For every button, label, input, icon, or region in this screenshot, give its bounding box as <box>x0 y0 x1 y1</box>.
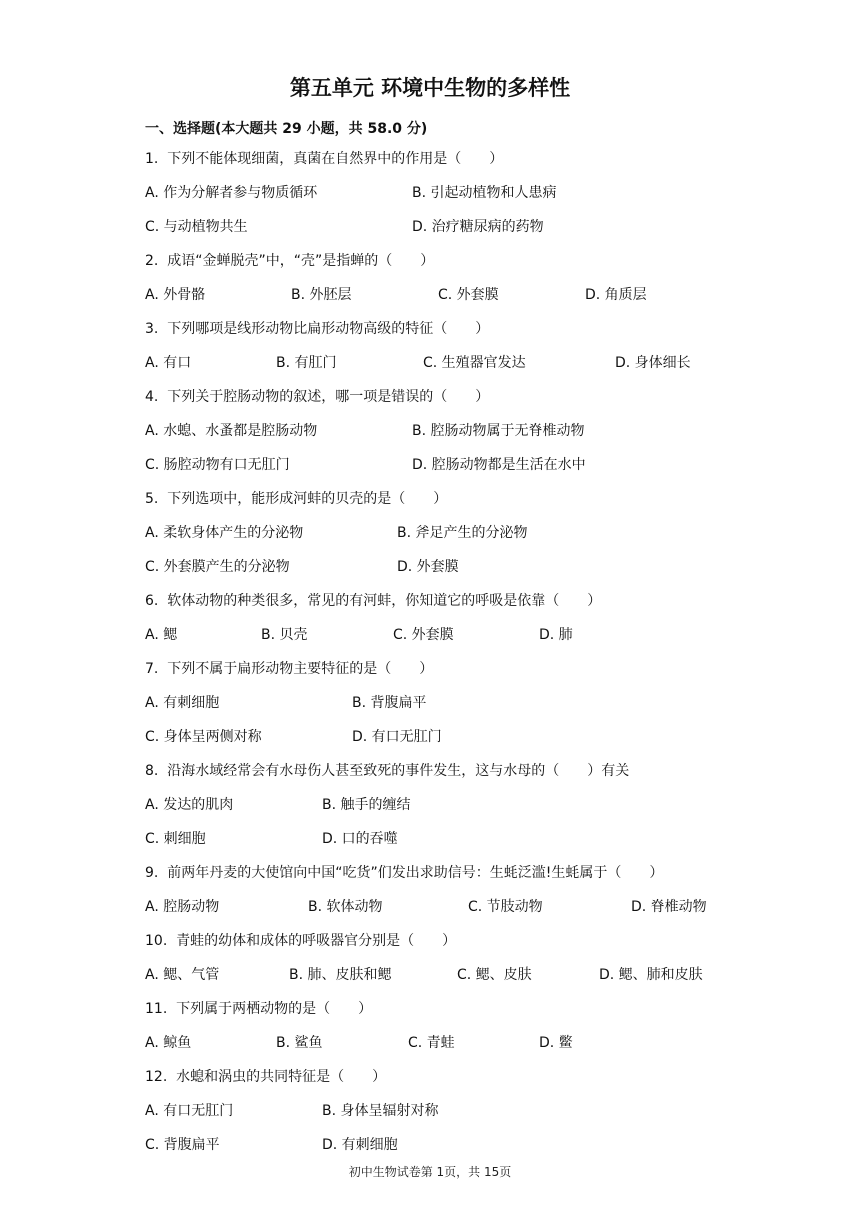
question-number: 6. <box>145 593 159 609</box>
option-c: C. 肠腔动物有口无肛门 <box>145 457 290 473</box>
option-a: A. 鳃、气管 <box>145 967 220 983</box>
option-d: D. 脊椎动物 <box>631 899 707 915</box>
question-stem: 青蛙的幼体和成体的呼吸器官分别是（ ） <box>176 933 457 949</box>
option-d: D. 有口无肛门 <box>352 729 442 745</box>
option-a: A. 有刺细胞 <box>145 695 220 711</box>
question-2 <box>145 251 785 319</box>
option-a: A. 作为分解者参与物质循环 <box>145 185 318 201</box>
question-stem: 下列选项中，能形成河蚌的贝壳的是（ ） <box>167 491 448 507</box>
option-d: D. 腔肠动物都是生活在水中 <box>412 457 586 473</box>
question-number: 1. <box>145 151 159 167</box>
option-b: B. 外胚层 <box>291 287 352 303</box>
option-b: B. 有肛门 <box>276 355 337 371</box>
option-d: D. 身体细长 <box>615 355 691 371</box>
option-a: A. 鲸鱼 <box>145 1035 192 1051</box>
question-stem: 下列哪项是线形动物比扁形动物高级的特征（ ） <box>167 321 490 337</box>
option-b: B. 斧足产生的分泌物 <box>397 525 528 541</box>
option-c: C. 背腹扁平 <box>145 1137 220 1153</box>
question-stem: 成语“金蝉脱壳”中，“壳”是指蝉的（ ） <box>167 253 435 269</box>
question-1 <box>145 149 785 251</box>
option-a: A. 有口 <box>145 355 192 371</box>
question-5 <box>145 489 785 591</box>
option-a: A. 柔软身体产生的分泌物 <box>145 525 304 541</box>
question-7 <box>145 659 785 761</box>
question-stem: 下列属于两栖动物的是（ ） <box>176 1001 373 1017</box>
question-8 <box>145 761 785 863</box>
option-a: A. 有口无肛门 <box>145 1103 234 1119</box>
question-stem: 下列关于腔肠动物的叙述，哪一项是错误的（ ） <box>167 389 490 405</box>
option-c: C. 节肢动物 <box>468 899 543 915</box>
option-d: D. 角质层 <box>585 287 647 303</box>
page-title: 第五单元 环境中生物的多样性 <box>289 76 571 100</box>
option-b: B. 引起动植物和人患病 <box>412 185 557 201</box>
option-b: B. 软体动物 <box>308 899 383 915</box>
question-number: 12. <box>145 1069 168 1085</box>
option-c: C. 外套膜 <box>438 287 499 303</box>
question-stem: 前两年丹麦的大使馆向中国“吃货”们发出求助信号：生蚝泛滥!生蚝属于（ ） <box>167 865 664 881</box>
question-12 <box>145 1067 785 1169</box>
question-number: 7. <box>145 661 159 677</box>
option-a: A. 发达的肌肉 <box>145 797 234 813</box>
question-number: 9. <box>145 865 159 881</box>
option-b: B. 背腹扁平 <box>352 695 427 711</box>
option-d: D. 有刺细胞 <box>322 1137 398 1153</box>
question-stem: 水螅和涡虫的共同特征是（ ） <box>176 1069 387 1085</box>
question-number: 3. <box>145 321 159 337</box>
question-10 <box>145 931 785 999</box>
question-stem: 沿海水域经常会有水母伤人甚至致死的事件发生，这与水母的（ ）有关 <box>167 763 630 779</box>
page-footer: 初中生物试卷第 1页，共 15页 <box>348 1165 512 1179</box>
option-b: B. 鲨鱼 <box>276 1035 323 1051</box>
question-number: 5. <box>145 491 159 507</box>
option-d: D. 外套膜 <box>397 559 459 575</box>
option-b: B. 身体呈辐射对称 <box>322 1103 439 1119</box>
option-c: C. 外套膜 <box>393 627 454 643</box>
option-d: D. 肺 <box>539 627 573 643</box>
question-11 <box>145 999 785 1067</box>
option-c: C. 生殖器官发达 <box>423 355 526 371</box>
option-c: C. 鳃、皮肤 <box>457 967 532 983</box>
question-stem: 下列不能体现细菌，真菌在自然界中的作用是（ ） <box>167 151 504 167</box>
question-number: 8. <box>145 763 159 779</box>
question-stem: 下列不属于扁形动物主要特征的是（ ） <box>167 661 434 677</box>
option-b: B. 触手的缠结 <box>322 797 411 813</box>
question-9 <box>145 863 785 931</box>
option-a: A. 水螅、水蚤都是腔肠动物 <box>145 423 318 439</box>
question-number: 2. <box>145 253 159 269</box>
option-d: D. 鳖 <box>539 1035 573 1051</box>
option-b: B. 贝壳 <box>261 627 308 643</box>
option-d: D. 治疗糖尿病的药物 <box>412 219 544 235</box>
question-number: 10. <box>145 933 168 949</box>
question-number: 11. <box>145 1001 168 1017</box>
question-stem: 软体动物的种类很多，常见的有河蚌，你知道它的呼吸是依靠（ ） <box>167 593 602 609</box>
question-list <box>145 149 785 1169</box>
option-a: A. 腔肠动物 <box>145 899 220 915</box>
question-4 <box>145 387 785 489</box>
option-a: A. 外骨骼 <box>145 287 206 303</box>
option-b: B. 腔肠动物属于无脊椎动物 <box>412 423 585 439</box>
section-heading: 一、选择题(本大题共 29 小题，共 58.0 分) <box>145 121 428 137</box>
option-d: D. 口的吞噬 <box>322 831 398 847</box>
option-c: C. 青蛙 <box>408 1035 455 1051</box>
option-c: C. 外套膜产生的分泌物 <box>145 559 290 575</box>
option-c: C. 与动植物共生 <box>145 219 248 235</box>
question-3 <box>145 319 785 387</box>
option-c: C. 身体呈两侧对称 <box>145 729 262 745</box>
question-6 <box>145 591 785 659</box>
option-b: B. 肺、皮肤和鳃 <box>289 967 392 983</box>
option-d: D. 鳃、肺和皮肤 <box>599 967 703 983</box>
option-c: C. 刺细胞 <box>145 831 206 847</box>
option-a: A. 鳃 <box>145 627 178 643</box>
question-number: 4. <box>145 389 159 405</box>
